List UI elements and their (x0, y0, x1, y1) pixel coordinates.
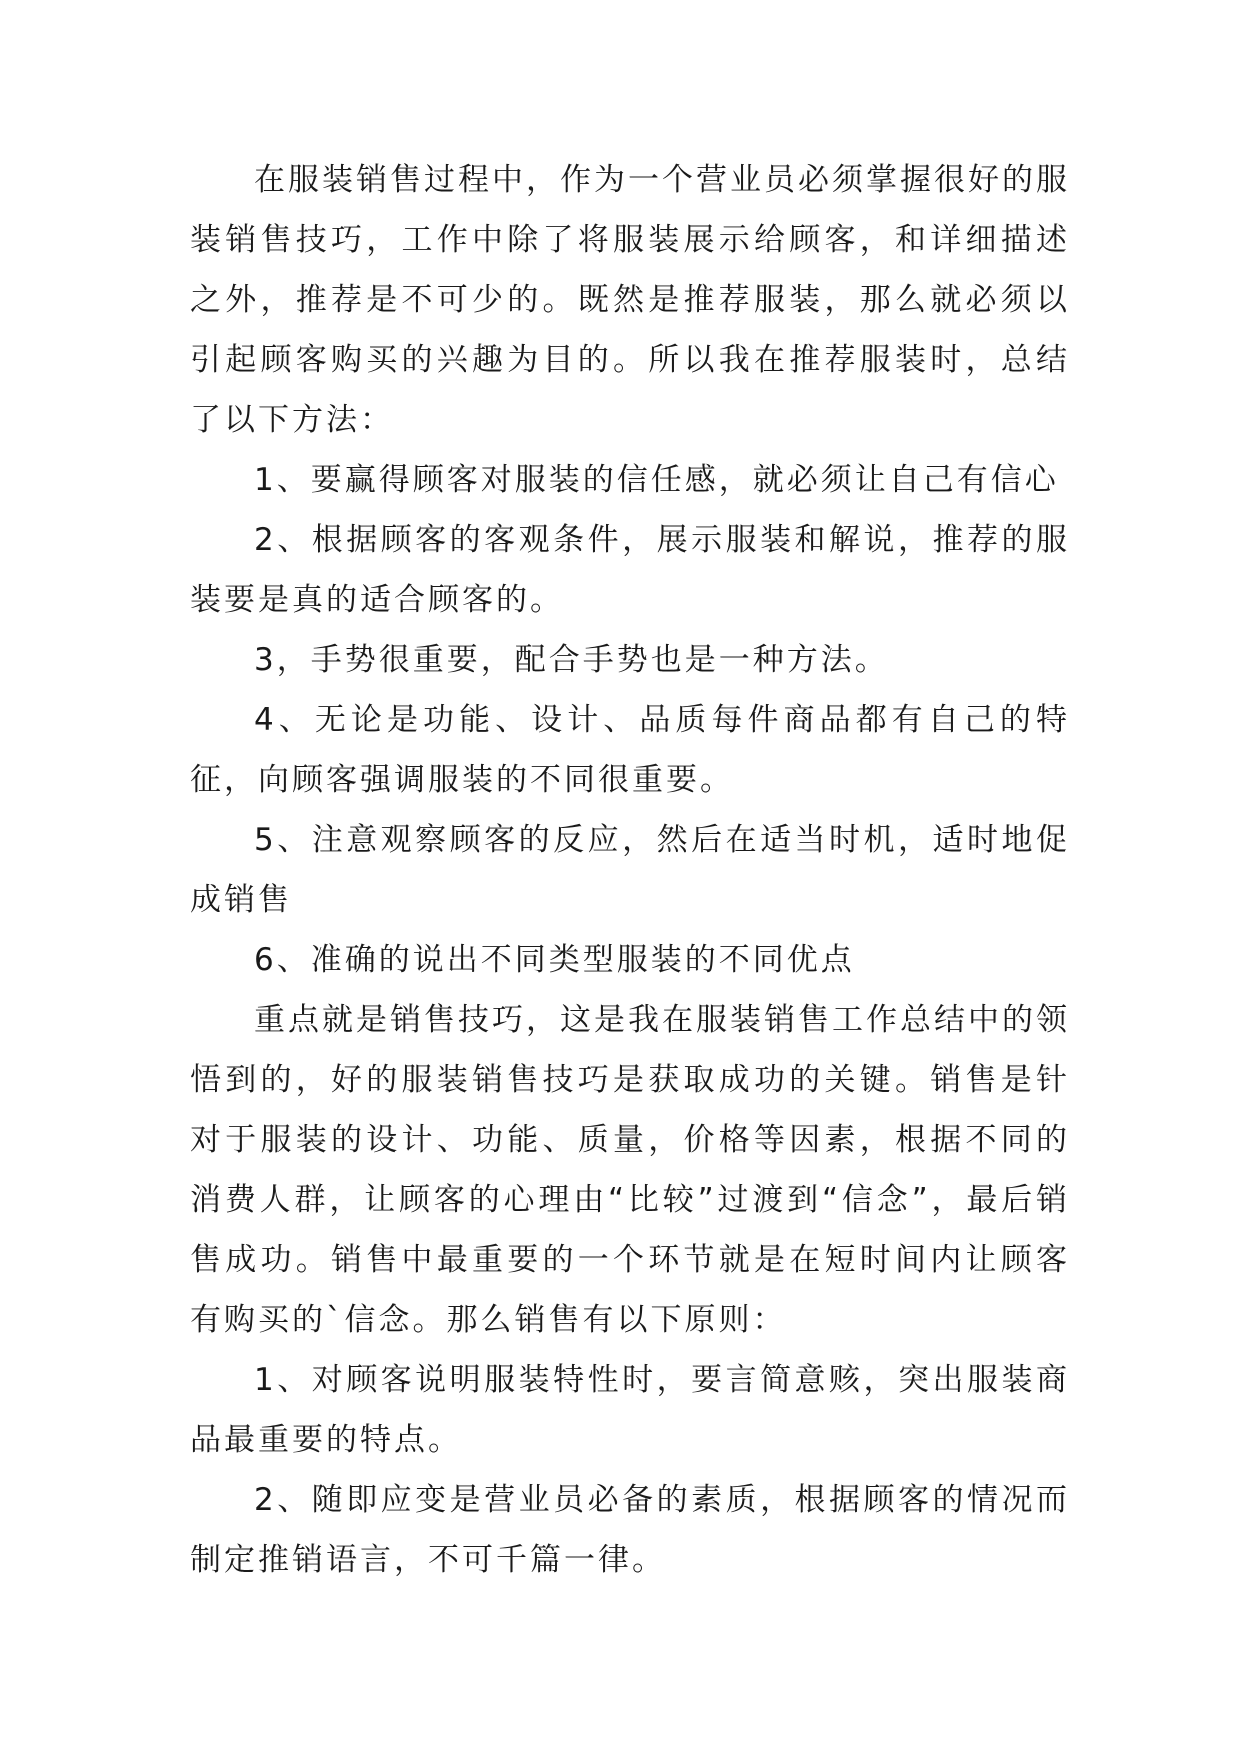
principle-1-paragraph: 1、对顾客说明服装特性时，要言简意赅，突出服装商品最重要的特点。 (190, 1362, 1070, 1458)
document-body (190, 150, 1070, 1590)
tip-4-paragraph: 4、无论是功能、设计、品质每件商品都有自己的特征，向顾客强调服装的不同很重要。 (190, 702, 1070, 798)
tip-1-paragraph: 1、要赢得顾客对服装的信任感，就必须让自己有信心 (254, 462, 1059, 498)
tip-5-paragraph: 5、注意观察顾客的反应，然后在适当时机，适时地促成销售 (190, 822, 1070, 918)
tip-6-paragraph: 6、准确的说出不同类型服装的不同优点 (254, 942, 855, 978)
tip-2-paragraph: 2、根据顾客的客观条件，展示服装和解说，推荐的服装要是真的适合顾客的。 (190, 522, 1070, 618)
principle-2-paragraph: 2、随即应变是营业员必备的素质，根据顾客的情况而制定推销语言，不可千篇一律。 (190, 1482, 1070, 1578)
intro-paragraph: 在服装销售过程中，作为一个营业员必须掌握很好的服装销售技巧，工作中除了将服装展示给顾客，和详细描述之外，推荐是不可少的。既然是推荐服装，那么就必须以引起顾客购买的兴趣为目的。所以我在推荐服装时，总结了以下方法： (190, 162, 1070, 438)
tip-3-paragraph: 3，手势很重要，配合手势也是一种方法。 (254, 642, 889, 678)
summary-paragraph: 重点就是销售技巧，这是我在服装销售工作总结中的领悟到的，好的服装销售技巧是获取成功的关键。销售是针对于服装的设计、功能、质量，价格等因素，根据不同的消费人群，让顾客的心理由“比较”过渡到“信念”，最后销售成功。销售中最重要的一个环节就是在短时间内让顾客有购买的`信念。那么销售有以下原则： (190, 1002, 1070, 1338)
